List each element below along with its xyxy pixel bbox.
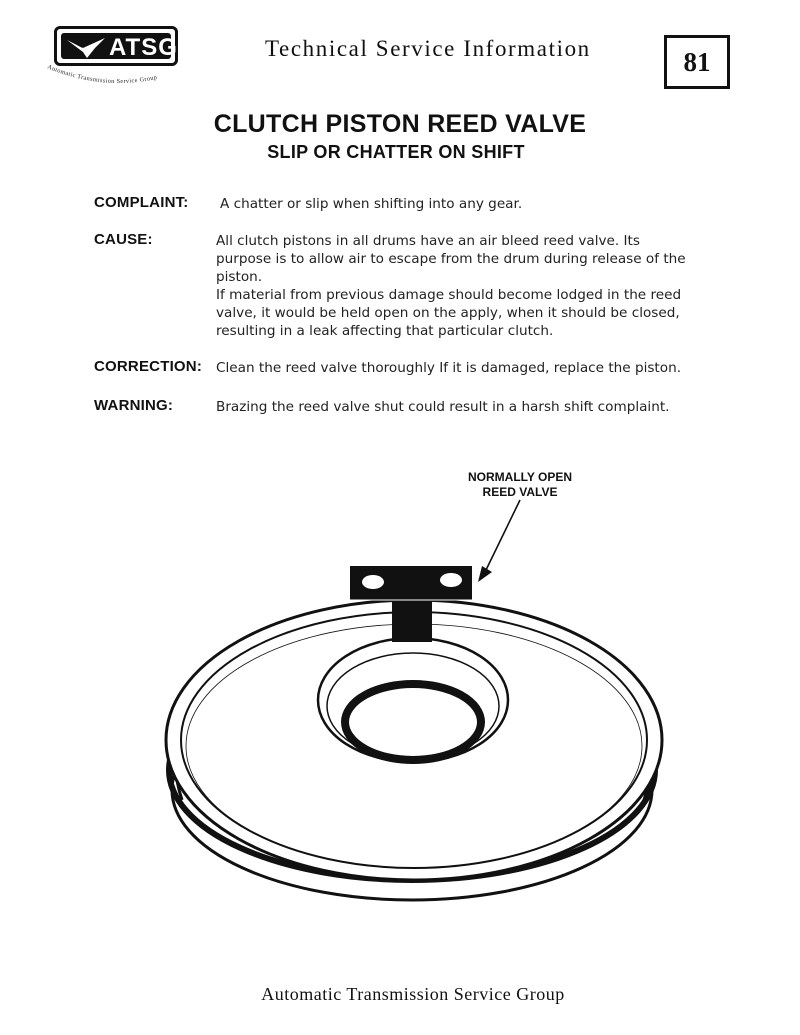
document-subtitle: SLIP OR CHATTER ON SHIFT	[267, 142, 525, 162]
warning-label: WARNING:	[94, 397, 174, 414]
warning-text: Brazing the reed valve shut could result in a harsh shift complaint.	[216, 399, 670, 415]
atsg-logo	[43, 26, 195, 84]
header-title: Technical Service Information	[265, 36, 591, 61]
cause-line: purpose is to allow air to escape from the drum during release of the	[216, 251, 686, 267]
cause-line: piston.	[216, 269, 263, 285]
cause-line: If material from previous damage should become lodged in the reed	[216, 287, 682, 303]
correction-text: Clean the reed valve thoroughly If it is damaged, replace the piston.	[216, 360, 682, 376]
page-number: 81	[683, 46, 711, 77]
document-title: CLUTCH PISTON REED VALVE	[213, 110, 587, 138]
logo-tagline	[43, 54, 195, 90]
callout-arrowhead	[478, 566, 492, 582]
logo-text: ATSG	[109, 34, 178, 61]
cause-line: valve, it would be held open on the apply, when it should be closed,	[216, 305, 680, 321]
cause-label: CAUSE:	[94, 231, 153, 248]
logo-tagline-text: Automatic Transmission Service Group	[46, 63, 158, 86]
callout-line: NORMALLY OPEN	[467, 470, 572, 484]
callout-line: REED VALVE	[482, 485, 558, 499]
cause-line: All clutch pistons in all drums have an air bleed reed valve. Its	[216, 233, 640, 249]
page-number-badge	[664, 35, 730, 89]
cause-text	[216, 232, 686, 340]
footer-text: Automatic Transmission Service Group	[261, 984, 565, 1004]
svg-text:Automatic Transmission Service	[46, 63, 158, 85]
complaint-text: A chatter or slip when shifting into any gear.	[220, 196, 523, 212]
callout-leader-line	[486, 500, 520, 570]
correction-label: CORRECTION:	[94, 358, 203, 375]
clutch-piston-illustration	[150, 460, 680, 920]
complaint-label: COMPLAINT:	[94, 194, 189, 211]
hub-bore	[345, 684, 481, 760]
cause-line: resulting in a leak affecting that particular clutch.	[216, 323, 554, 339]
